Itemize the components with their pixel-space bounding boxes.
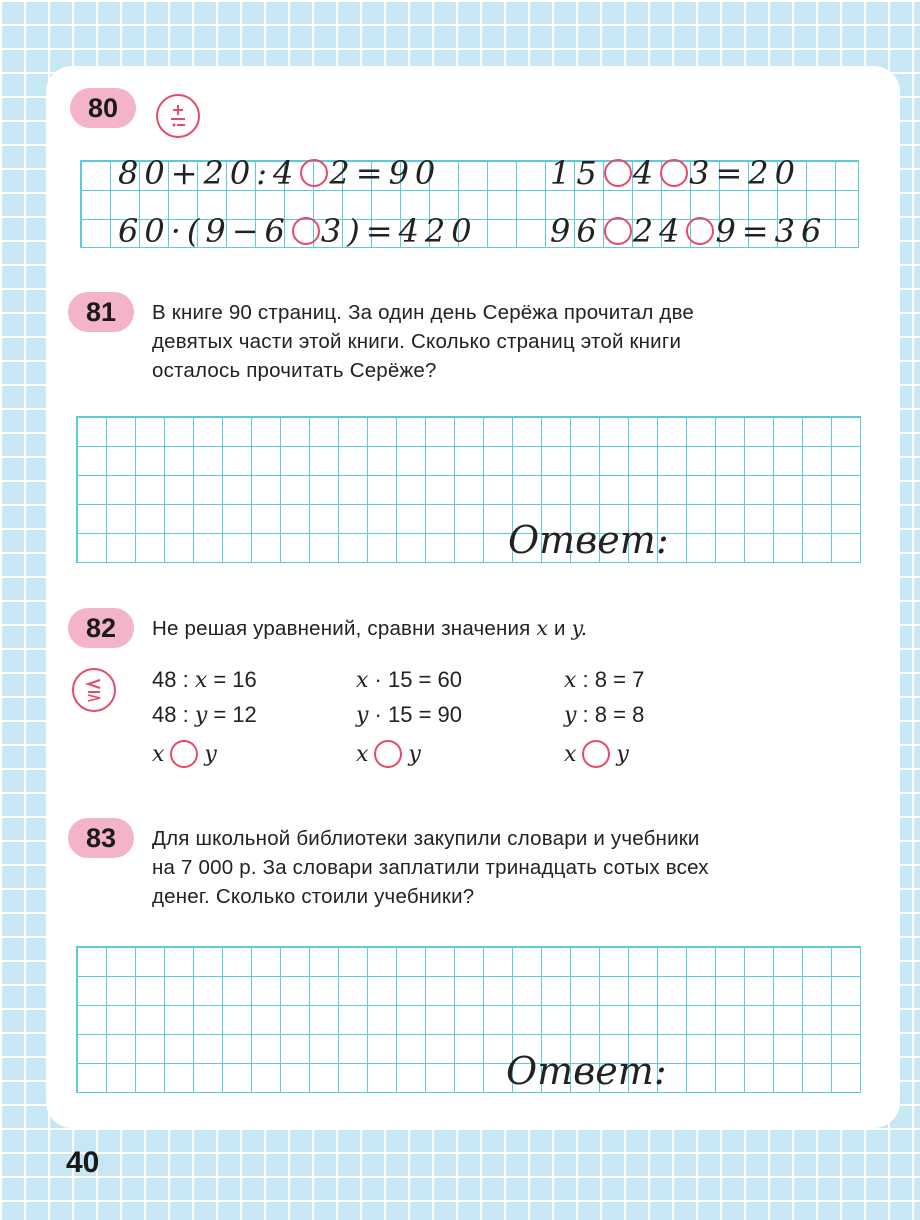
- problem-81-answer-grid[interactable]: [76, 416, 861, 563]
- equation-80-4-c: 9=36: [715, 212, 828, 250]
- answer-circle[interactable]: [604, 217, 632, 245]
- equation-82-1a: [152, 662, 257, 698]
- problem-83-number: 83: [85, 822, 117, 853]
- problem-83-line: Для школьной библиотеки закупили словари и учебники: [152, 827, 700, 850]
- answer-circle[interactable]: [604, 159, 632, 187]
- cmp-var: y: [616, 741, 629, 767]
- problem-83-answer-grid[interactable]: [76, 946, 861, 1093]
- equation-80-2: [550, 154, 801, 192]
- eq-part: = 12: [207, 702, 257, 727]
- answer-circle[interactable]: [374, 740, 402, 768]
- eq-part: · 15 = 60: [368, 667, 462, 692]
- eq-var: x: [356, 668, 369, 693]
- plus-minus-sign-icon: [156, 94, 200, 138]
- eq-part: 48 :: [152, 667, 195, 692]
- answer-circle[interactable]: [292, 217, 320, 245]
- eq-var: y: [564, 703, 577, 728]
- answer-circle[interactable]: [660, 159, 688, 187]
- problem-81-badge: [68, 292, 134, 332]
- problem-82-prompt: Не решая уравнений, сравни значения: [152, 617, 531, 640]
- eq-var: y: [194, 703, 208, 728]
- problem-83-line: на 7 000 р. За словари заплатили тринадцать сотых всех: [152, 856, 709, 879]
- cmp-var: y: [204, 741, 217, 767]
- equation-80-2-a: 15: [550, 154, 603, 192]
- cmp-var: y: [408, 741, 421, 767]
- problem-82-text: [152, 614, 587, 643]
- answer-circle[interactable]: [582, 740, 610, 768]
- problem-83-badge: [68, 818, 134, 858]
- problem-83-answer-label: Ответ:: [506, 1049, 667, 1093]
- eq-var: x: [194, 668, 208, 693]
- eq-part: = 16: [207, 667, 257, 692]
- equation-82-2a: [356, 662, 462, 698]
- conjunction: и: [554, 617, 566, 640]
- equation-80-2-c: 3=20: [689, 154, 801, 192]
- problem-81-number: 81: [85, 296, 117, 327]
- equation-80-4-b: 24: [632, 212, 686, 250]
- page-number: 40: [66, 1146, 100, 1179]
- problem-83-line: денег. Сколько стоили учебники?: [152, 885, 475, 908]
- workbook-page: [46, 66, 900, 1128]
- eq-part: : 8 = 8: [576, 702, 645, 727]
- equation-80-4-a: 96: [550, 212, 603, 250]
- equation-80-3-right: 3)=420: [320, 212, 478, 250]
- compare-sign-icon: [72, 668, 116, 712]
- equation-82-3a: [564, 662, 644, 698]
- equation-82-3b: [564, 697, 644, 733]
- answer-circle[interactable]: [170, 740, 198, 768]
- answer-circle[interactable]: [686, 217, 714, 245]
- cmp-var: x: [356, 741, 369, 767]
- equation-80-2-b: 4: [632, 154, 660, 192]
- eq-part: 48 :: [152, 702, 195, 727]
- equation-80-3: [118, 212, 478, 250]
- comparison-82-1: [152, 740, 217, 768]
- equation-80-1-left: 80+20:4: [118, 154, 300, 192]
- problem-81-answer-label: Ответ:: [508, 518, 669, 562]
- problem-83-text: [152, 824, 862, 911]
- comparison-82-3: [564, 740, 629, 768]
- equation-82-1b: [152, 697, 257, 733]
- eq-var: y: [356, 703, 369, 728]
- equation-80-4: [550, 212, 827, 250]
- cmp-var: x: [152, 741, 165, 767]
- problem-81-line: осталось прочитать Серёже?: [152, 359, 437, 382]
- problem-82-badge: [68, 608, 134, 648]
- answer-circle[interactable]: [300, 159, 328, 187]
- problem-81-line: девятых части этой книги. Сколько страниц этой книги: [152, 330, 682, 353]
- cmp-var: x: [564, 741, 577, 767]
- equation-80-3-left: 60·(9−6: [118, 212, 291, 250]
- eq-var: x: [564, 668, 577, 693]
- problem-82-number: 82: [85, 612, 117, 643]
- eq-part: · 15 = 90: [368, 702, 463, 727]
- variable-y: y.: [571, 616, 588, 640]
- equation-82-2b: [356, 697, 462, 733]
- variable-x: x: [536, 616, 549, 640]
- equation-80-1-right: 2=90: [329, 154, 442, 192]
- comparison-82-2: [356, 740, 421, 768]
- problem-80-badge: [70, 88, 136, 128]
- equation-80-1: [118, 154, 441, 192]
- problem-81-line: В книге 90 страниц. За один день Серёжа прочитал две: [152, 301, 695, 324]
- problem-81-text: [152, 298, 862, 385]
- eq-part: : 8 = 7: [576, 667, 645, 692]
- problem-80-number: 80: [87, 92, 119, 123]
